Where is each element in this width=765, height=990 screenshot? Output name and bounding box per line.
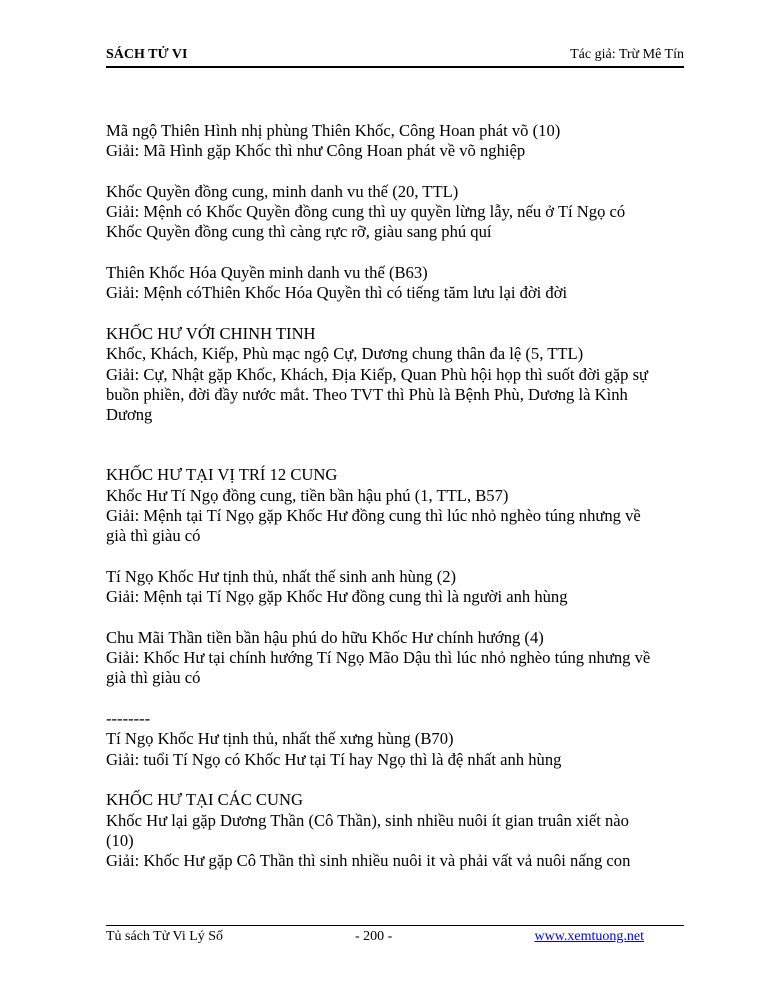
page-header xyxy=(106,44,684,68)
text-line: Tí Ngọ Khốc Hư tịnh thủ, nhất thế xưng hùng (B70) xyxy=(106,729,454,749)
text-line: Giải: Mã Hình gặp Khốc thì như Công Hoan phát về võ nghiệp xyxy=(106,141,526,161)
website-link[interactable]: www.xemtuong.net xyxy=(534,929,644,944)
text-line: Giải: Mệnh tại Tí Ngọ gặp Khốc Hư đồng cung thì lúc nhỏ nghèo túng nhưng về xyxy=(106,506,641,526)
section-heading: KHỐC HƯ TẠI VỊ TRÍ 12 CUNG xyxy=(106,465,338,485)
text-line: Giải: Khốc Hư gặp Cô Thần thì sinh nhiều nuôi it và phải vất vả nuôi nấng con xyxy=(106,851,631,871)
text-line: (10) xyxy=(106,830,134,850)
page-footer xyxy=(106,925,684,950)
text-line: Khốc Hư Tí Ngọ đồng cung, tiền bần hậu phú (1, TTL, B57) xyxy=(106,485,509,505)
text-line: Khốc Hư lại gặp Dương Thần (Cô Thần), sinh nhiều nuôi ít gian truân xiết nào xyxy=(106,810,629,830)
text-line: Thiên Khốc Hóa Quyền minh danh vu thế (B63) xyxy=(106,263,428,283)
text-line: Giải: Mệnh có Khốc Quyền đồng cung thì uy quyền lừng lẫy, nếu ở Tí Ngọ có xyxy=(106,202,626,222)
text-line: Giải: tuổi Tí Ngọ có Khốc Hư tại Tí hay Ngọ thì là đệ nhất anh hùng xyxy=(106,749,562,769)
page-number: - 200 - xyxy=(355,929,393,944)
section-heading: KHỐC HƯ VỚI CHINH TINH xyxy=(106,323,316,343)
page-body xyxy=(106,121,691,871)
text-line: Chu Mãi Thần tiền bần hậu phú do hữu Khốc Hư chính hướng (4) xyxy=(106,627,544,647)
text-line: già thì giàu có xyxy=(106,668,201,688)
text-line: Khốc, Khách, Kiếp, Phù mạc ngộ Cự, Dương chung thân đa lệ (5, TTL) xyxy=(106,344,584,364)
text-line: Giải: Cự, Nhật gặp Khốc, Khách, Địa Kiếp, Quan Phù hội họp thì suốt đời gặp sự xyxy=(106,364,649,384)
text-line: già thì giàu có xyxy=(106,526,201,546)
separator-line: -------- xyxy=(106,709,151,729)
text-line: Mã ngộ Thiên Hình nhị phùng Thiên Khốc, Công Hoan phát võ (10) xyxy=(106,121,561,140)
text-line: Khốc Quyền đồng cung thì càng rực rỡ, giàu sang phú quí xyxy=(106,222,492,242)
section-heading: KHỐC HƯ TẠI CÁC CUNG xyxy=(106,790,303,810)
book-series: Tủ sách Tử Vi Lý Số xyxy=(106,929,224,944)
text-line: Dương xyxy=(106,405,153,425)
text-line: Khốc Quyền đồng cung, minh danh vu thế (20, TTL) xyxy=(106,181,459,201)
author-label: Tác giả: Trừ Mê Tín xyxy=(570,47,684,62)
text-line: Tí Ngọ Khốc Hư tịnh thủ, nhất thế sinh anh hùng (2) xyxy=(106,566,457,586)
text-line: Giải: Mệnh tại Tí Ngọ gặp Khốc Hư đồng cung thì là người anh hùng xyxy=(106,587,568,607)
text-line: Giải: Mệnh cóThiên Khốc Hóa Quyền thì có tiếng tăm lưu lại đời đời xyxy=(106,283,568,303)
book-title: SÁCH TỬ VI xyxy=(106,47,188,62)
text-line: buồn phiền, đời đầy nước mắt. Theo TVT thì Phù là Bệnh Phù, Dương là Kình xyxy=(106,384,628,404)
text-line: Giải: Khốc Hư tại chính hướng Tí Ngọ Mão Dậu thì lúc nhỏ nghèo túng nhưng về xyxy=(106,648,651,668)
